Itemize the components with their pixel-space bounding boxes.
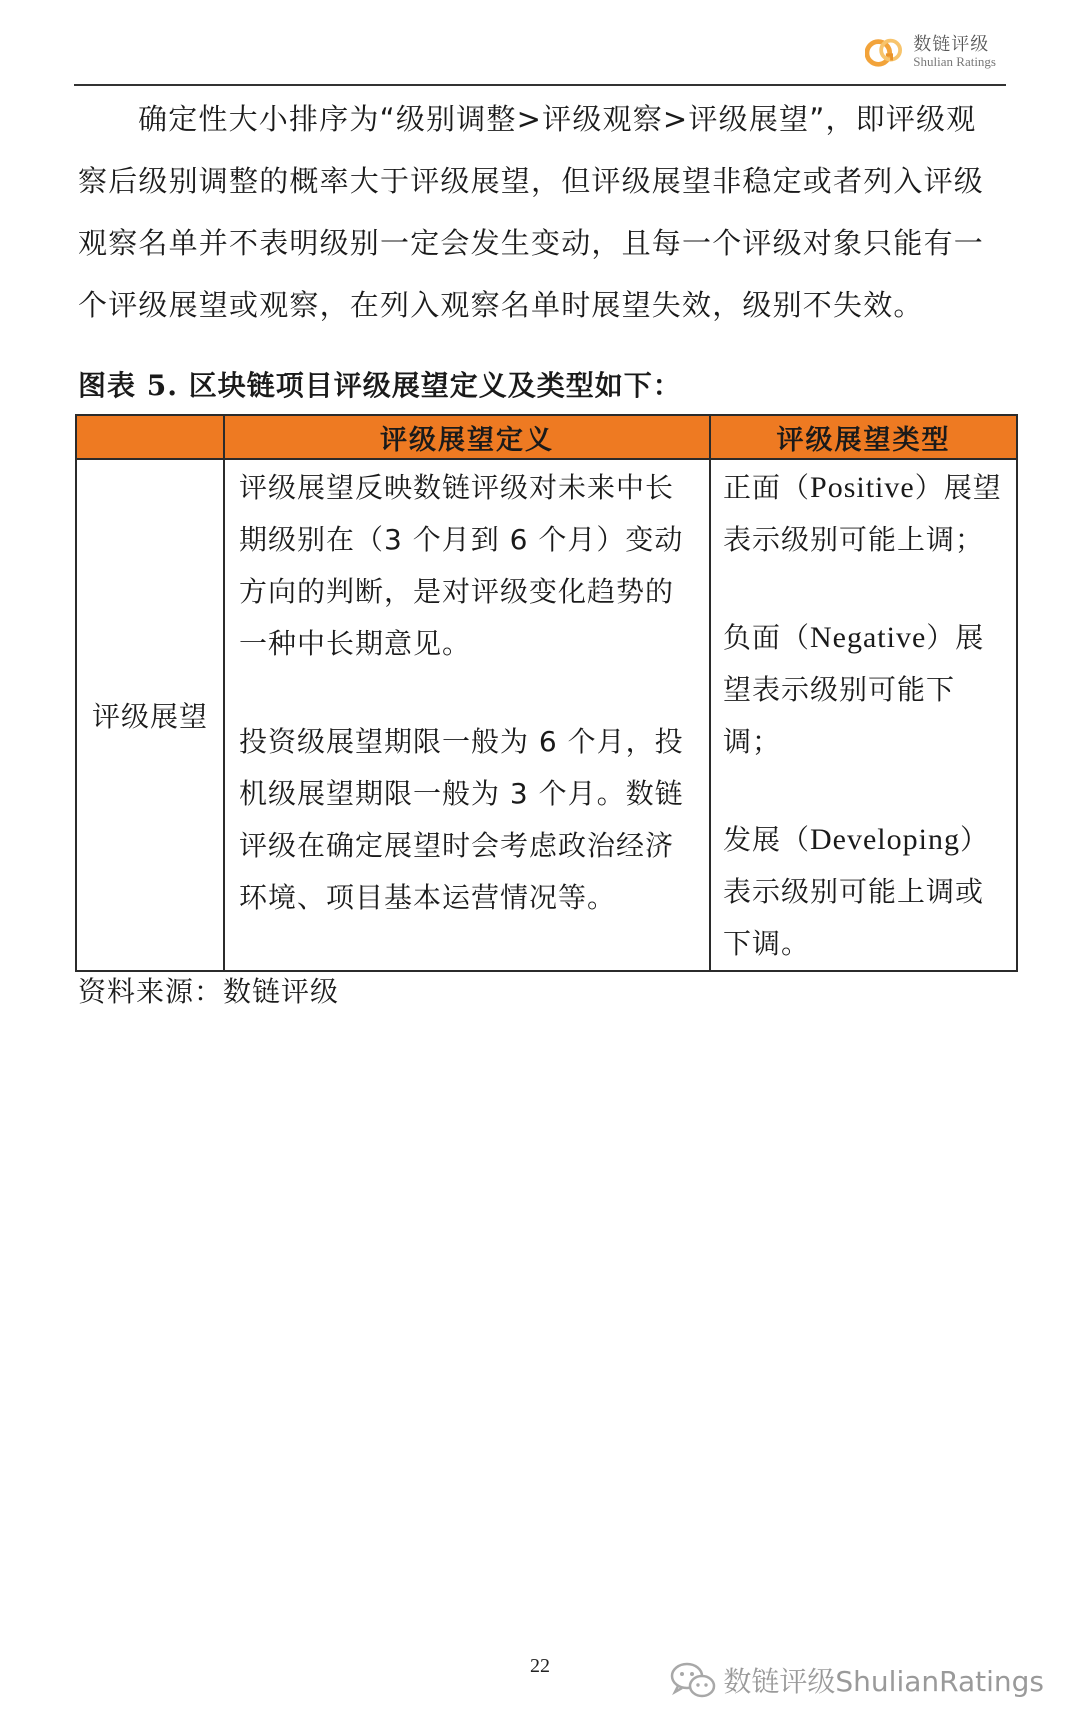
- type-positive-english: Positive: [810, 471, 915, 504]
- wechat-watermark: [669, 1660, 1044, 1700]
- figure-caption: 图表 5. 区块链项目评级展望定义及类型如下：: [78, 369, 682, 402]
- definition-paragraph-1: 评级展望反映数链评级对未来中长期级别在（3 个月到 6 个月）变动方向的判断，是对评级变化趋势的一种中长期意见。: [239, 471, 684, 660]
- type-positive-prefix: 正面（: [723, 471, 811, 504]
- definition-paragraph-2: 投资级展望期限一般为 6 个月，投机级展望期限一般为 3 个月。数链评级在确定展望时会考虑政治经济环境、项目基本运营情况等。: [239, 725, 684, 914]
- type-developing: [723, 814, 1008, 970]
- type-negative-english: Negative: [810, 621, 927, 654]
- row-label-outlook: 评级展望: [76, 459, 224, 971]
- brand-logo: [865, 34, 996, 70]
- type-developing-prefix: 发展（: [723, 823, 811, 856]
- logo-mark-icon: [865, 34, 903, 70]
- table-header-row: [76, 415, 1017, 459]
- logo-english-name: Shulian Ratings: [913, 53, 996, 69]
- type-positive-suffix: ）展望表示级别可能上调；: [723, 471, 1002, 556]
- type-cell: [710, 459, 1017, 971]
- logo-chinese-name: 数链评级: [913, 33, 990, 55]
- page-header: [74, 20, 1006, 86]
- type-negative-prefix: 负面（: [723, 621, 811, 654]
- table-header-definition: 评级展望定义: [224, 415, 710, 459]
- definition-cell: [224, 459, 710, 971]
- type-developing-suffix: ）表示级别可能上调或下调。: [723, 823, 989, 960]
- table-header-blank: [76, 415, 224, 459]
- table-row: [76, 459, 1017, 971]
- outlook-table: [75, 414, 1018, 972]
- source-note: 资料来源：数链评级: [78, 975, 340, 1008]
- type-positive: [723, 462, 1008, 566]
- page-number: 22: [530, 1655, 550, 1677]
- type-negative: [723, 612, 1008, 768]
- body-paragraph: 确定性大小排序为“级别调整>评级观察>评级展望”，即评级观察后级别调整的概率大于评级展望，但评级展望非稳定或者列入评级观察名单并不表明级别一定会发生变动，且每一个评级对象只能有一个评级展望或观察，在列入观察名单时展望失效，级别不失效。: [78, 102, 985, 322]
- table-header-type: 评级展望类型: [710, 415, 1017, 459]
- type-developing-english: Developing: [810, 823, 960, 856]
- type-negative-suffix: ）展望表示级别可能下调；: [723, 621, 985, 758]
- watermark-text: 数链评级ShulianRatings: [723, 1665, 1044, 1698]
- wechat-icon: [669, 1660, 717, 1700]
